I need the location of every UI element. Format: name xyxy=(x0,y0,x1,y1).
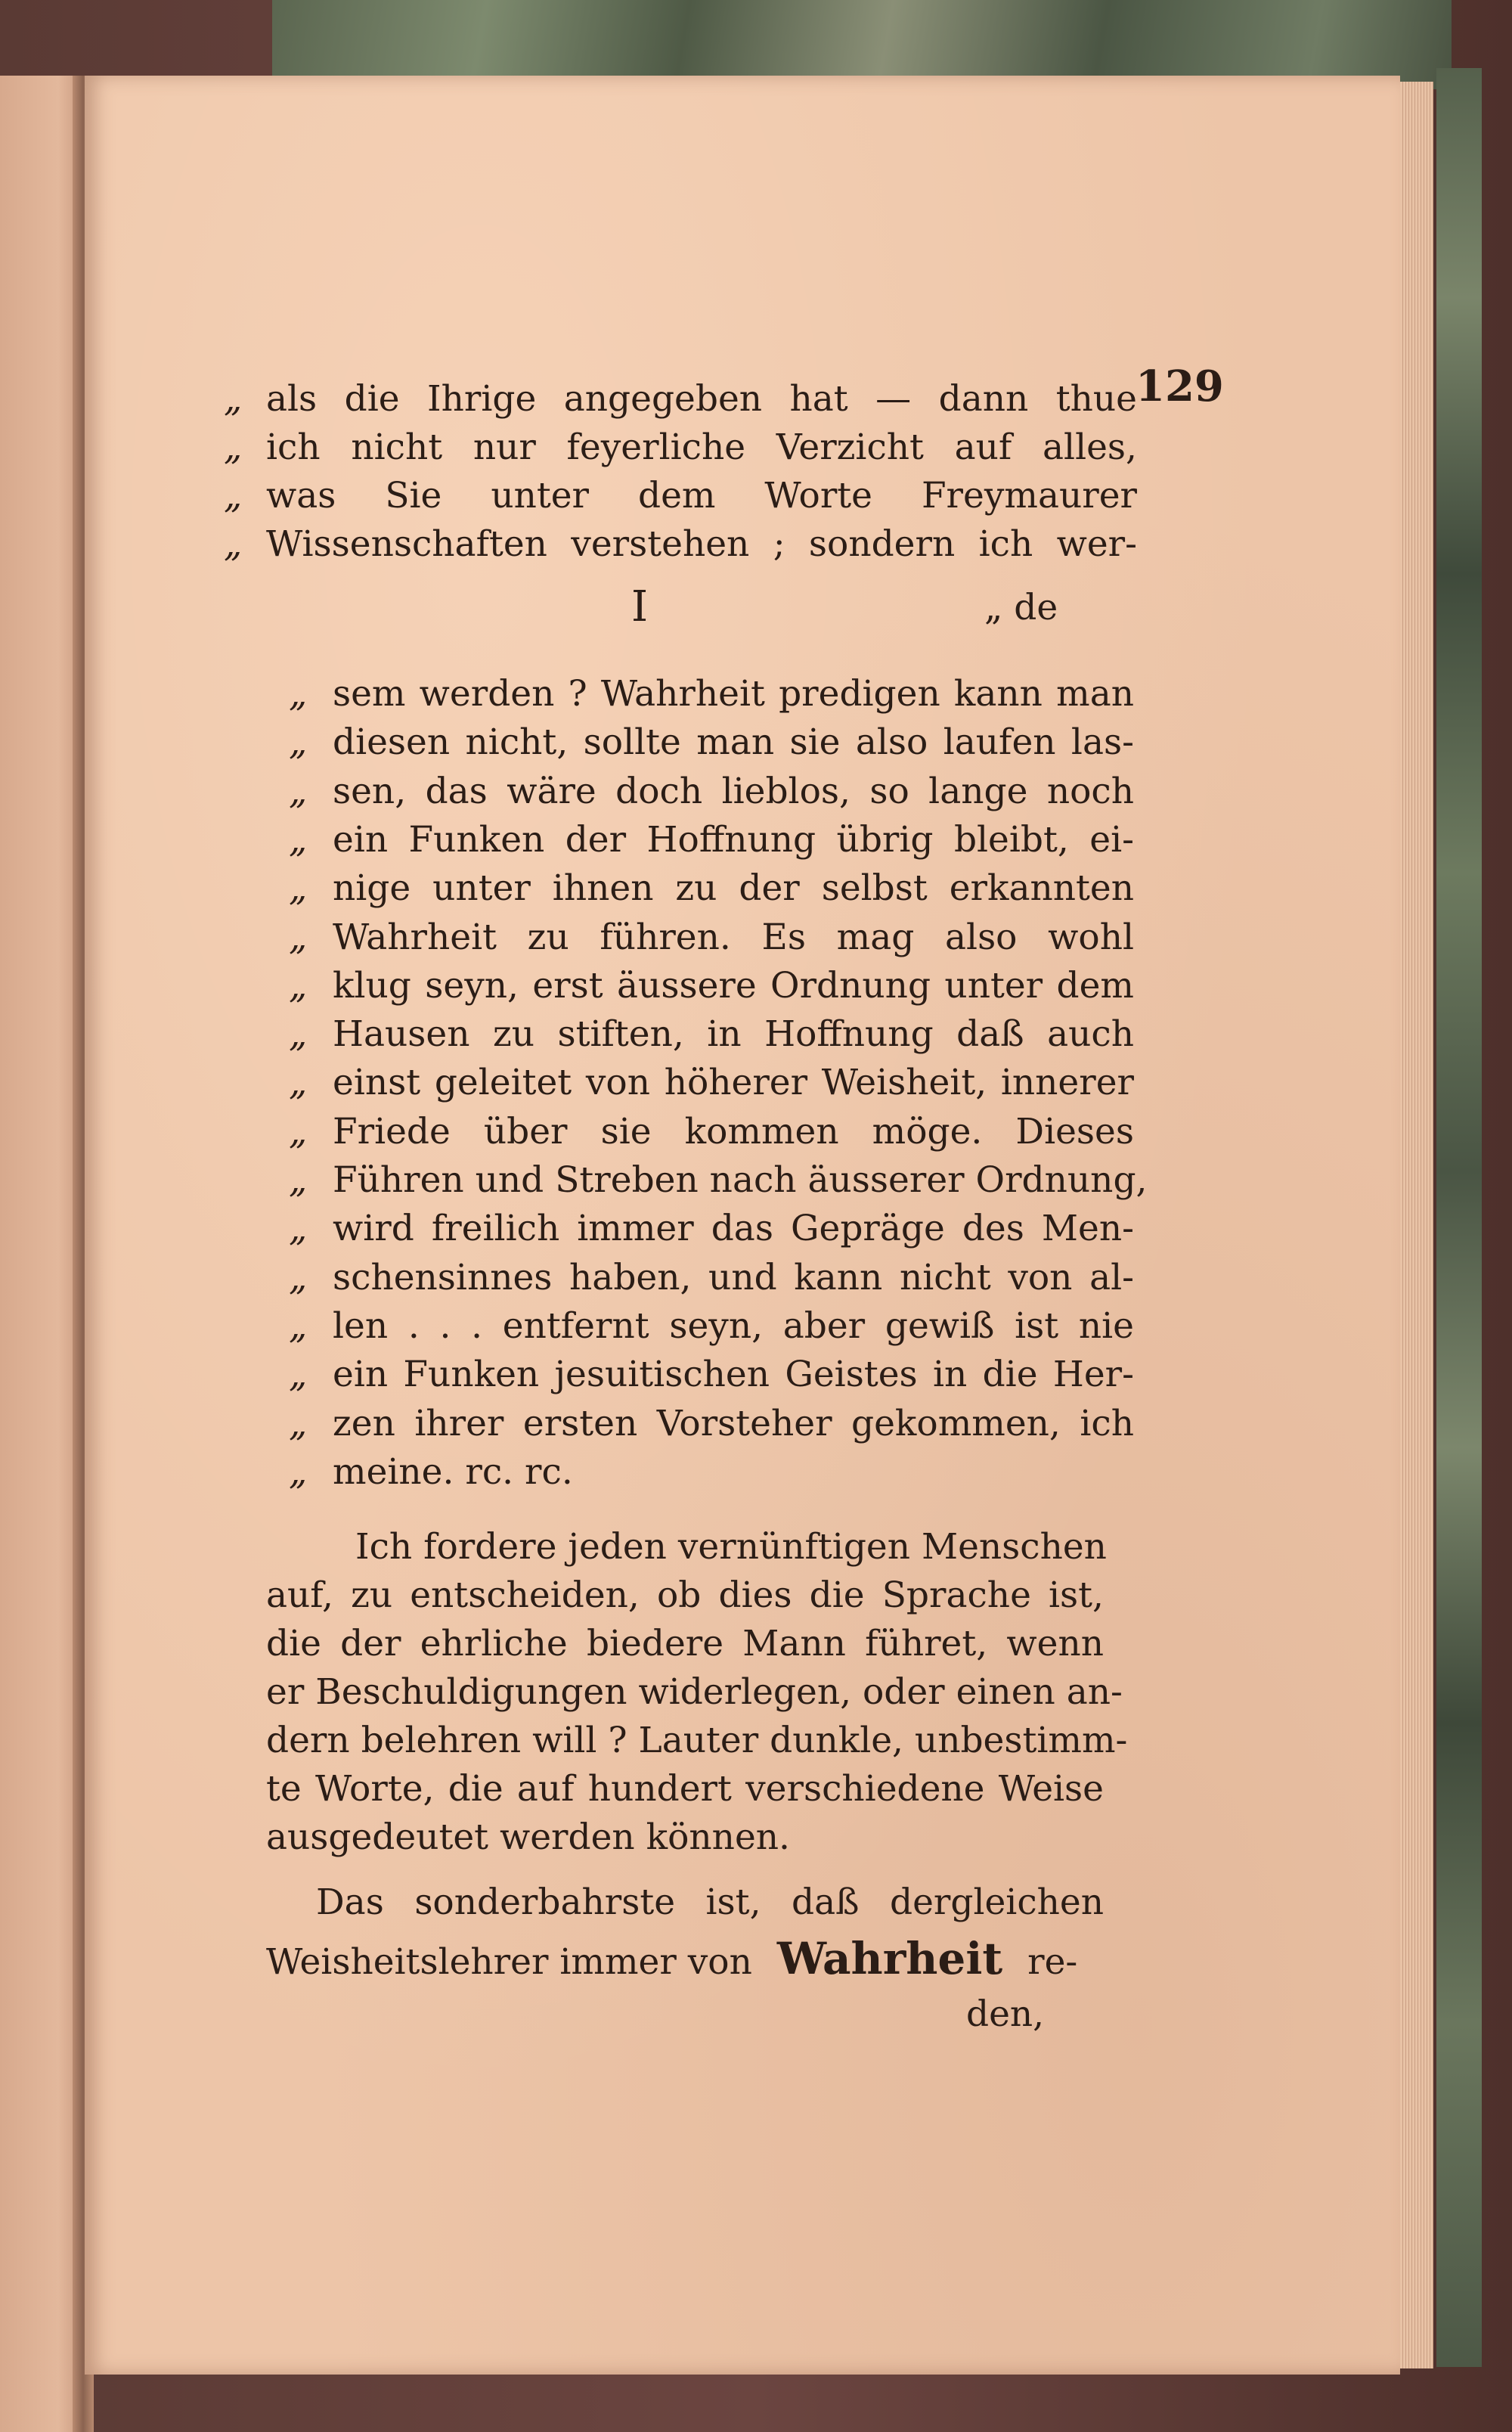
page-number: 129 xyxy=(1136,361,1224,411)
quote-mark: „ xyxy=(224,427,243,468)
text-line: te Worte, die auf hundert verschiedene Weise xyxy=(266,1768,1104,1810)
quote-mark: „ xyxy=(289,1354,308,1396)
line-text: sem werden ? Wahrheit predigen kann man xyxy=(333,673,1134,715)
line-text: Friede über sie kommen möge. Dieses xyxy=(333,1110,1134,1152)
line-text: Wahrheit zu führen. Es mag also wohl xyxy=(333,916,1134,958)
previous-page-edge xyxy=(0,76,83,2432)
line-text: nige unter ihnen zu der selbst erkannten xyxy=(333,867,1134,910)
line-text: als die Ihrige angegeben hat — dann thue xyxy=(266,378,1137,420)
line-text: Wissenschaften verstehen ; sondern ich wer- xyxy=(266,523,1137,565)
page-stack-edge xyxy=(1400,82,1433,2368)
line-text: meine. rc. rc. xyxy=(333,1450,573,1493)
text-line: er Beschuldigungen widerlegen, oder einen an- xyxy=(266,1671,1123,1713)
quote-mark: „ xyxy=(289,770,308,812)
quote-mark: „ xyxy=(289,964,308,1007)
quote-mark: „ xyxy=(289,1402,308,1444)
line-text: wird freilich immer das Gepräge des Men- xyxy=(333,1208,1134,1250)
quote-mark: „ xyxy=(289,673,308,715)
catchword-bottom: den, xyxy=(966,1993,1045,2035)
catchword-top: „ de xyxy=(984,587,1058,628)
quote-mark: „ xyxy=(289,818,308,861)
line-text: ich nicht nur feyerliche Verzicht auf alles, xyxy=(266,427,1137,468)
text-line: die der ehrliche biedere Mann führet, wenn xyxy=(266,1623,1104,1664)
quote-mark: „ xyxy=(289,1208,308,1250)
line-text: len . . . entfernt seyn, aber gewiß ist nie xyxy=(333,1304,1134,1347)
quote-mark: „ xyxy=(289,1062,308,1104)
line-2-start: Weisheitslehrer immer von xyxy=(266,1941,752,1983)
quote-mark: „ xyxy=(289,916,308,958)
emphasized-word: Wahrheit xyxy=(776,1933,1003,1984)
quote-mark: „ xyxy=(289,1450,308,1493)
line-text: ein Funken der Hoffnung übrig bleibt, ei- xyxy=(333,818,1134,861)
quote-mark: „ xyxy=(289,1013,308,1056)
line-text: schensinnes haben, und kann nicht von al- xyxy=(333,1256,1134,1298)
text-line: ausgedeutet werden können. xyxy=(266,1816,790,1858)
line-text: sen, das wäre doch lieblos, so lange noch xyxy=(333,770,1134,812)
quote-mark: „ xyxy=(224,475,243,516)
line-text: Hausen zu stiften, in Hoffnung daß auch xyxy=(333,1013,1134,1056)
quote-mark: „ xyxy=(289,1304,308,1347)
quote-mark: „ xyxy=(289,721,308,764)
text-line: Ich fordere jeden vernünftigen Menschen xyxy=(355,1526,1107,1568)
line-text: ein Funken jesuitischen Geistes in die Her- xyxy=(333,1354,1134,1396)
quote-mark: „ xyxy=(224,378,243,420)
line-text: was Sie unter dem Worte Freymaurer xyxy=(266,475,1137,516)
quote-mark: „ xyxy=(289,1110,308,1152)
line-text: klug seyn, erst äussere Ordnung unter dem xyxy=(333,964,1134,1007)
paragraph-das-sonderbahrste-line-2 xyxy=(266,1934,1083,1987)
line-2-end: re- xyxy=(1027,1941,1078,1983)
marbled-board-right xyxy=(1436,68,1482,2367)
quote-mark: „ xyxy=(289,1159,308,1201)
quote-mark: „ xyxy=(224,523,243,565)
text-line: auf, zu entscheiden, ob dies die Sprache ist, xyxy=(266,1574,1104,1616)
text-line: dern belehren will ? Lauter dunkle, unbestimm- xyxy=(266,1720,1128,1761)
signature-mark: I xyxy=(631,582,649,631)
line-text: einst geleitet von höherer Weisheit, innerer xyxy=(333,1062,1134,1104)
quote-mark: „ xyxy=(289,1256,308,1298)
quote-mark: „ xyxy=(289,867,308,910)
line-text: zen ihrer ersten Vorsteher gekommen, ich xyxy=(333,1402,1134,1444)
line-text: diesen nicht, sollte man sie also laufen las- xyxy=(333,721,1134,764)
paragraph-das-sonderbahrste-line-1: Das sonderbahrste ist, daß dergleichen xyxy=(316,1881,1104,1923)
line-text: Führen und Streben nach äusserer Ordnung, xyxy=(333,1159,1148,1201)
